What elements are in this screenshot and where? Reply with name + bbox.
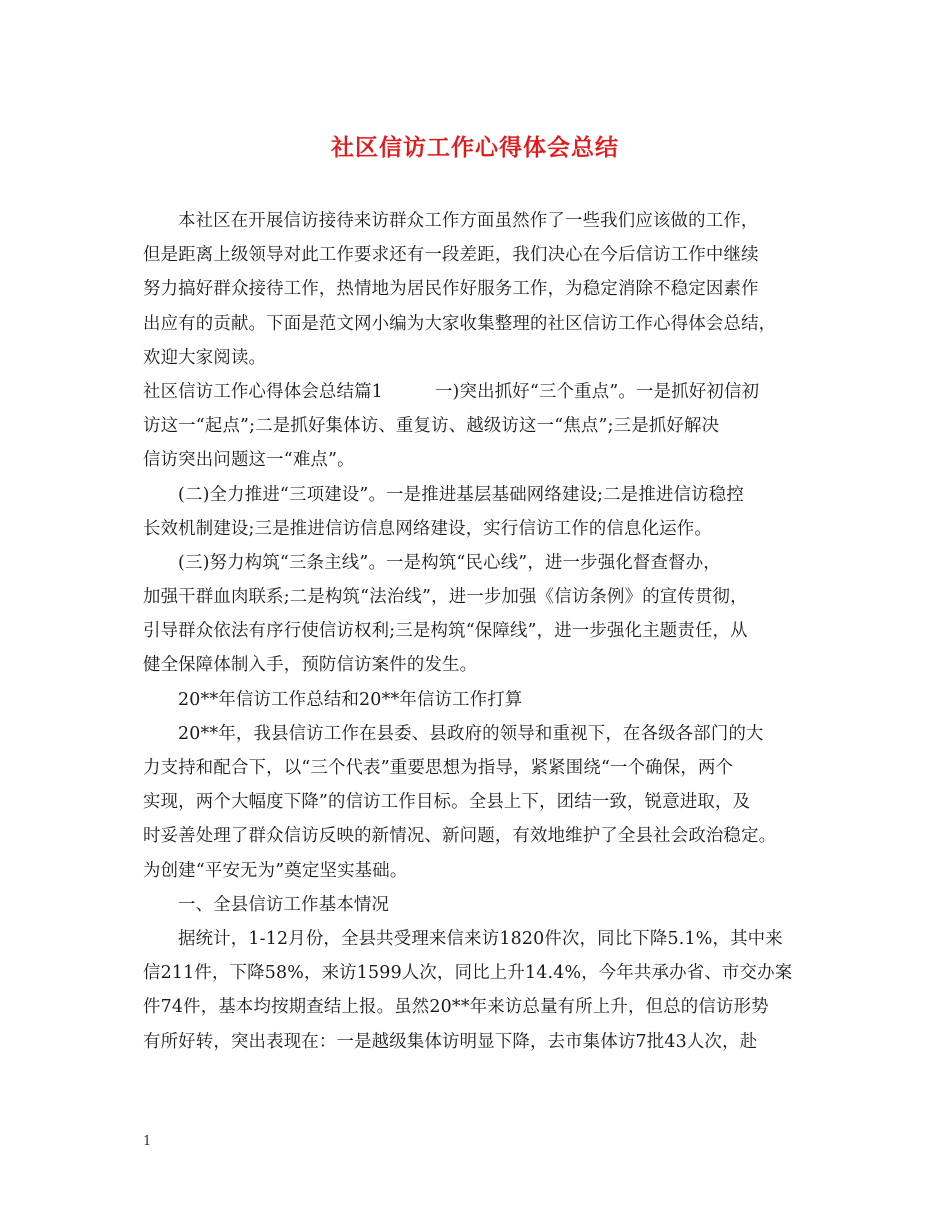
text-line: 引导群众依法有序行使信访权利;三是构筑“保障线”，进一步强化主题责任，从: [143, 621, 748, 642]
document-body: [143, 204, 833, 1059]
text-line: 为创建“平安无为”奠定坚实基础。: [143, 860, 408, 881]
text-line: 信访突出问题这一“难点”。: [143, 450, 355, 471]
text-line: (二)全力推进“三项建设”。一是推进基层基础网络建设;二是推进信访稳控: [178, 484, 744, 505]
section-heading-line: [143, 375, 833, 409]
text-line: 努力搞好群众接待工作，热情地为居民作好服务工作，为稳定消除不稳定因素作: [143, 279, 759, 300]
text-line: 出应有的贡献。下面是范文网小编为大家收集整理的社区信访工作心得体会总结，: [143, 313, 777, 334]
text-line: 加强干群血肉联系;二是构筑“法治线”，进一步加强《信访条例》的宣传贯彻，: [143, 587, 748, 608]
text-line: 长效机制建设;三是推进信访信息网络建设，实行信访工作的信息化运作。: [143, 518, 712, 539]
text-line: 20**年，我县信访工作在县委、县政府的领导和重视下，在各级各部门的大: [178, 723, 764, 744]
subheading: 20**年信访工作总结和20**年信访工作打算: [178, 689, 523, 710]
text-line: 时妥善处理了群众信访反映的新情况、新问题，有效地维护了全县社会政治稳定。: [143, 826, 777, 847]
text-line: 件74件，基本均按期查结上报。虽然20**年来访总量有所上升，但总的信访形势: [143, 997, 769, 1018]
text-line: 有所好转，突出表现在：一是越级集体访明显下降，去市集体访7批43人次，赴: [143, 1031, 758, 1052]
text-line: 健全保障体制入手，预防信访案件的发生。: [143, 655, 478, 676]
document-title: 社区信访工作心得体会总结: [331, 134, 619, 161]
text-line: 据统计，1-12月份，全县共受理来信来访1820件次，同比下降5.1%，其中来: [178, 928, 783, 949]
text-line: (三)努力构筑“三条主线”。一是构筑“民心线”，进一步强化督查督办，: [178, 552, 721, 573]
section-heading: 社区信访工作心得体会总结篇1: [143, 381, 383, 402]
text-line: 力支持和配合下，以“三个代表”重要思想为指导，紧紧围绕“一个确保，两个: [143, 758, 734, 778]
page-number: 1: [143, 1134, 152, 1149]
text-line: 但是距离上级领导对此工作要求还有一段差距，我们决心在今后信访工作中继续: [143, 245, 759, 266]
text-line: 信211件，下降58%，来访1599人次，同比上升14.4%，今年共承办省、市交办案: [143, 963, 793, 984]
subheading: 一、全县信访工作基本情况: [178, 894, 390, 915]
text-line: 访这一“起点”;二是抓好集体访、重复访、越级访这一“焦点”;三是抓好解决: [143, 416, 720, 437]
text-line: 本社区在开展信访接待来访群众工作方面虽然作了一些我们应该做的工作，: [178, 211, 759, 231]
text-line: 实现，两个大幅度下降”的信访工作目标。全县上下，团结一致，锐意进取，及: [143, 792, 751, 813]
text-line-part: 一)突出抓好“三个重点”。一是抓好初信初: [434, 381, 760, 402]
text-line: 欢迎大家阅读。: [143, 347, 267, 368]
